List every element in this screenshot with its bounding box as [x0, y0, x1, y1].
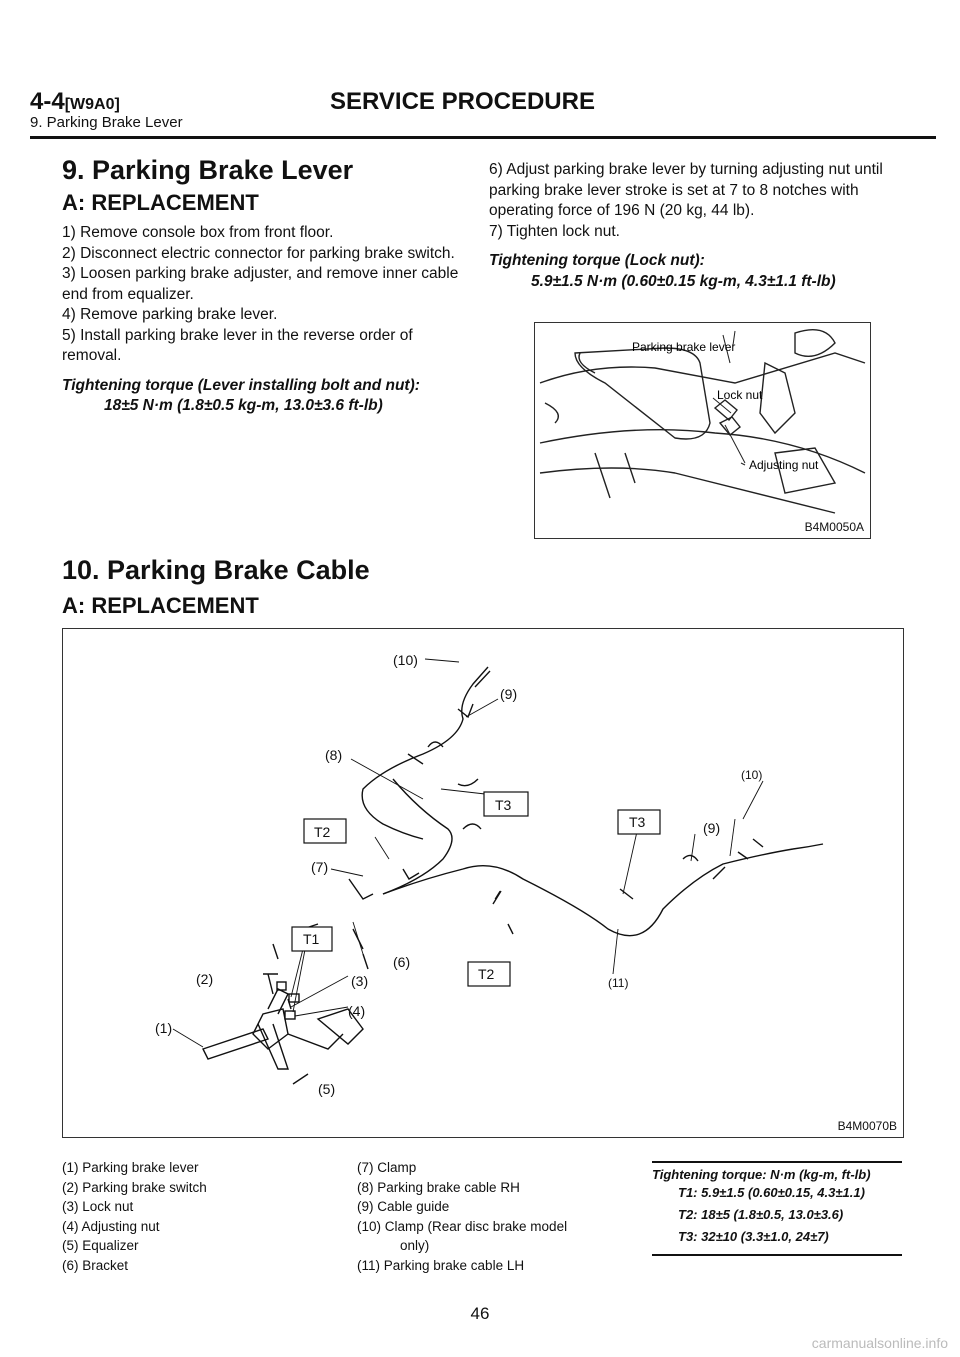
section-title-cable: 10. Parking Brake Cable	[62, 555, 370, 585]
callout-4: (4)	[348, 1003, 366, 1019]
torque-title-locknut: Tightening torque (Lock nut):	[489, 252, 705, 269]
legend-mid	[357, 1158, 637, 1275]
torque-row-t2: T2: 18±5 (1.8±0.5, 13.0±3.6)	[678, 1207, 844, 1222]
lever-drawing	[535, 323, 870, 538]
callout-10-right: (10)	[741, 768, 763, 782]
legend-item: (3) Lock nut	[62, 1199, 134, 1214]
legend-item: only)	[400, 1238, 430, 1253]
torque-row-t3: T3: 32±10 (3.3±1.0, 24±7)	[652, 1226, 902, 1256]
figure-code-1: B4M0050A	[804, 520, 864, 534]
legend-item: (6) Bracket	[62, 1257, 129, 1273]
header-section: SERVICE PROCEDURE	[330, 88, 595, 115]
callout-1: (1)	[155, 1020, 173, 1036]
watermark: carmanualsonline.info	[811, 1335, 948, 1351]
step-4: 4) Remove parking brake lever.	[62, 306, 278, 323]
callout-t3-left: T3	[495, 797, 512, 813]
torque-table	[652, 1161, 902, 1256]
label-parking-brake-lever: Parking brake lever	[632, 340, 736, 354]
callout-9-right: (9)	[703, 820, 721, 836]
section-title-lever: 9. Parking Brake Lever	[62, 155, 354, 185]
left-column	[62, 155, 462, 417]
legend-item: (2) Parking brake switch	[62, 1179, 207, 1195]
legend-left	[62, 1158, 332, 1275]
page-header	[30, 88, 936, 136]
page-number: 46	[470, 1304, 490, 1323]
callout-2: (2)	[196, 971, 214, 987]
callout-9-left: (9)	[500, 686, 518, 702]
callout-11: (11)	[608, 976, 629, 990]
callout-7: (7)	[311, 859, 329, 875]
legend-item: (5) Equalizer	[62, 1238, 139, 1253]
legend-item: (10) Clamp (Rear disc brake model	[357, 1218, 568, 1234]
figure-cable-diagram	[62, 628, 904, 1138]
torque-title-lever: Tightening torque (Lever installing bolt and nut):	[62, 376, 420, 394]
figure-lever-photo	[534, 322, 871, 539]
legend-item: (1) Parking brake lever	[62, 1160, 199, 1175]
header-bracket: [W9A0]	[64, 96, 120, 113]
callout-8: (8)	[325, 747, 343, 763]
right-column	[489, 160, 904, 292]
step-6: 6) Adjust parking brake lever by turning adjusting nut until parking brake lever stroke is set at 7 to 8 notches with operating force of 196 N (20 kg, 44 lb).	[489, 161, 883, 219]
callout-t2-bottom: T2	[478, 966, 495, 982]
torque-value-lever: 18±5 N·m (1.8±0.5 kg-m, 13.0±3.6 ft-lb)	[104, 397, 383, 414]
figure-code-2: B4M0070B	[837, 1119, 897, 1133]
callout-5: (5)	[318, 1081, 336, 1097]
callout-t1: T1	[303, 931, 320, 947]
torque-value-locknut: 5.9±1.5 N·m (0.60±0.15 kg-m, 4.3±1.1 ft-lb)	[531, 272, 836, 290]
label-lock-nut: Lock nut	[717, 388, 763, 402]
callout-10-left: (10)	[393, 652, 418, 668]
step-2: 2) Disconnect electric connector for parking brake switch.	[62, 244, 455, 262]
callout-t2-left: T2	[314, 824, 331, 840]
step-1: 1) Remove console box from front floor.	[62, 224, 334, 241]
step-7: 7) Tighten lock nut.	[489, 222, 620, 240]
legend-item: (9) Cable guide	[357, 1199, 450, 1214]
section-subtitle-cable: A: REPLACEMENT	[62, 593, 259, 618]
torque-table-title: Tightening torque: N·m (kg-m, ft-lb)	[652, 1161, 902, 1182]
header-rule	[30, 136, 936, 139]
torque-row-t1: T1: 5.9±1.5 (0.60±0.15, 4.3±1.1)	[678, 1185, 865, 1200]
legend-item: (8) Parking brake cable RH	[357, 1179, 520, 1195]
step-5: 5) Install parking brake lever in the reverse order of removal.	[62, 326, 413, 364]
legend-item: (7) Clamp	[357, 1160, 417, 1175]
callout-3: (3)	[351, 973, 369, 989]
step-3: 3) Loosen parking brake adjuster, and remove inner cable end from equalizer.	[62, 265, 459, 303]
legend-item: (4) Adjusting nut	[62, 1218, 160, 1234]
header-code: 4-4[W9A0]	[30, 88, 120, 115]
legend-item: (11) Parking brake cable LH	[357, 1257, 525, 1273]
callout-t3-right: T3	[629, 814, 646, 830]
label-adjusting-nut: Adjusting nut	[749, 458, 819, 472]
callout-6: (6)	[393, 954, 411, 970]
cable-drawing	[63, 629, 903, 1137]
header-subtitle: 9. Parking Brake Lever	[30, 114, 183, 131]
section-subtitle-lever: A: REPLACEMENT	[62, 189, 259, 215]
